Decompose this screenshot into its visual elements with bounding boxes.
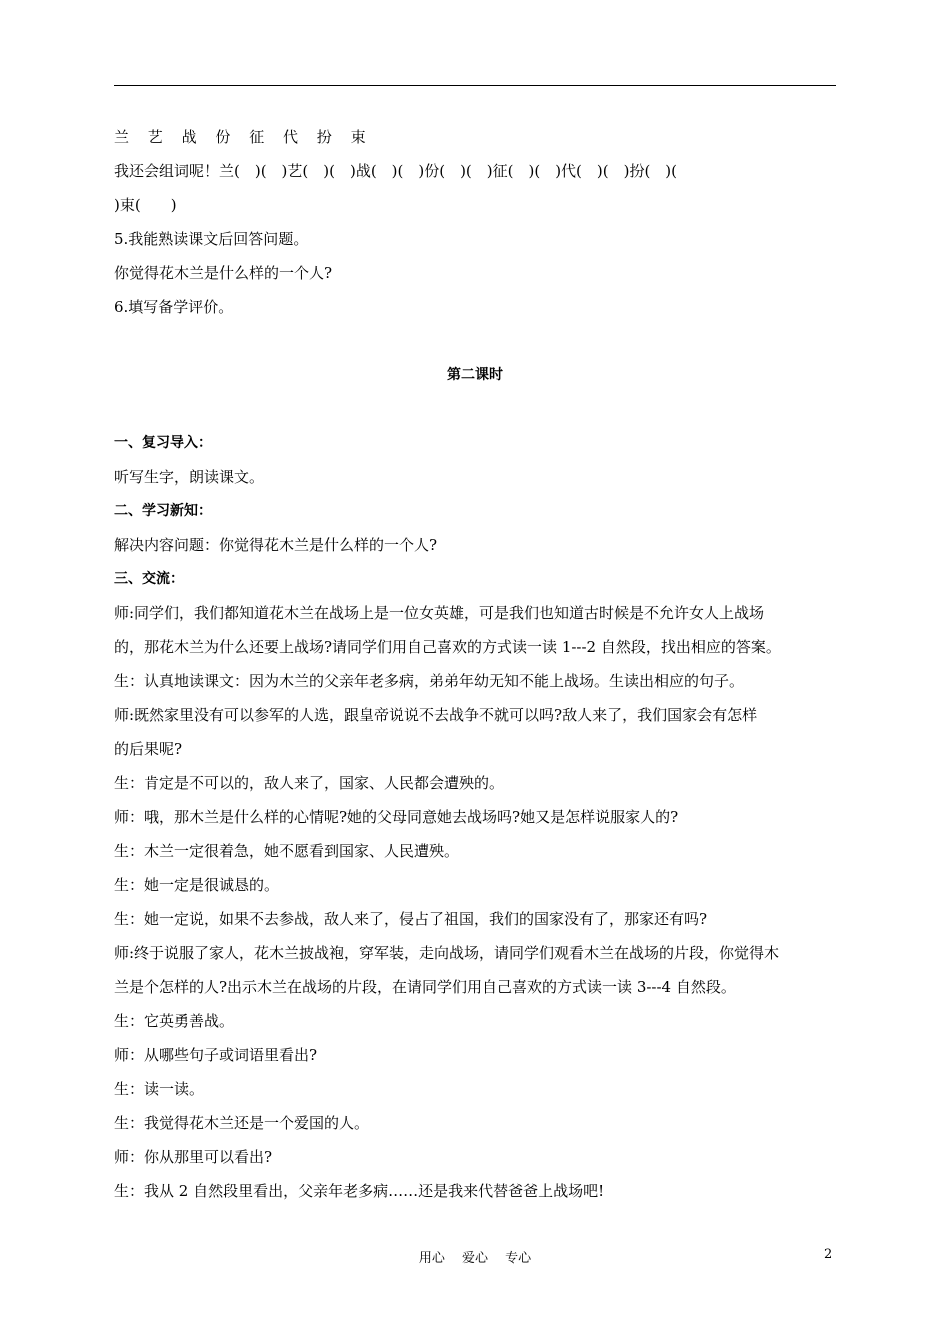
text-line: 兰是个怎样的人?出示木兰在战场的片段，在请同学们用自己喜欢的方式读一读 3---4 自然段。 [114,978,736,996]
text-line: 师:既然家里没有可以参军的人选，跟皇帝说说不去战争不就可以吗?敌人来了，我们国家会有怎样 [114,706,758,724]
character-row [114,120,854,154]
text-line: )束( ) [114,196,177,214]
text-line: 生：它英勇善战。 [114,1012,235,1030]
header-rule [114,85,836,86]
text-line: 师:终于说服了家人，花木兰披战袍，穿军装，走向战场，请同学们观看木兰在战场的片段，你觉得木 [114,944,780,962]
page-number: 2 [824,1247,833,1262]
text-line: 师:同学们，我们都知道花木兰在战场上是一位女英雄，可是我们也知道古时候是不允许女人上战场 [114,604,765,622]
char-item: 代 [282,128,298,146]
char-item: 兰 [114,128,130,146]
document-body [114,120,854,1208]
text-line: 师：你从那里可以看出? [114,1148,273,1166]
section-heading: 二、学习新知： [114,503,212,519]
text-line: 解决内容问题：你觉得花木兰是什么样的一个人? [114,536,438,554]
text-line: 你觉得花木兰是什么样的一个人? [114,264,333,282]
text-line: 5.我能熟读课文后回答问题。 [114,230,309,248]
text-line: 生：肯定是不可以的，敌人来了，国家、人民都会遭殃的。 [114,774,505,792]
text-line: 生：读一读。 [114,1080,205,1098]
text-line: 师：从哪些句子或词语里看出? [114,1046,318,1064]
char-item: 束 [350,128,366,146]
text-line: 生：我觉得花木兰还是一个爱国的人。 [114,1114,370,1132]
text-line: 6.填写备学评价。 [114,298,234,316]
text-line: 生：我从 2 自然段里看出，父亲年老多病……还是我来代替爸爸上战场吧! [114,1182,605,1200]
char-item: 征 [249,128,265,146]
text-line: 师：哦，那木兰是什么样的心情呢?她的父母同意她去战场吗?她又是怎样说服家人的? [114,808,679,826]
char-item: 扮 [316,128,332,146]
text-line: 我还会组词呢！兰( )( )艺( )( )战( )( )份( )( )征( )( )代( )( )扮( )( [114,162,678,180]
text-line: 生：她一定是很诚恳的。 [114,876,280,894]
text-line: 听写生字，朗读课文。 [114,468,265,486]
text-line: 生：认真地读课文：因为木兰的父亲年老多病，弟弟年幼无知不能上战场。生读出相应的句子。 [114,672,745,690]
char-item: 份 [215,128,231,146]
section-heading: 一、复习导入： [114,435,212,451]
text-line: 生：她一定说，如果不去参战，敌人来了，侵占了祖国，我们的国家没有了，那家还有吗? [114,910,708,928]
text-line: 的后果呢? [114,740,183,758]
section-heading: 三、交流： [114,571,184,587]
text-line: 的，那花木兰为什么还要上战场?请同学们用自己喜欢的方式读一读 1---2 自然段，找出相应的答案。 [114,638,781,656]
footer-motto: 用心 爱心 专心 [418,1251,532,1266]
char-item: 战 [181,128,197,146]
section-title: 第二课时 [447,367,503,383]
char-item: 艺 [147,128,163,146]
text-line: 生：木兰一定很着急，她不愿看到国家、人民遭殃。 [114,842,460,860]
